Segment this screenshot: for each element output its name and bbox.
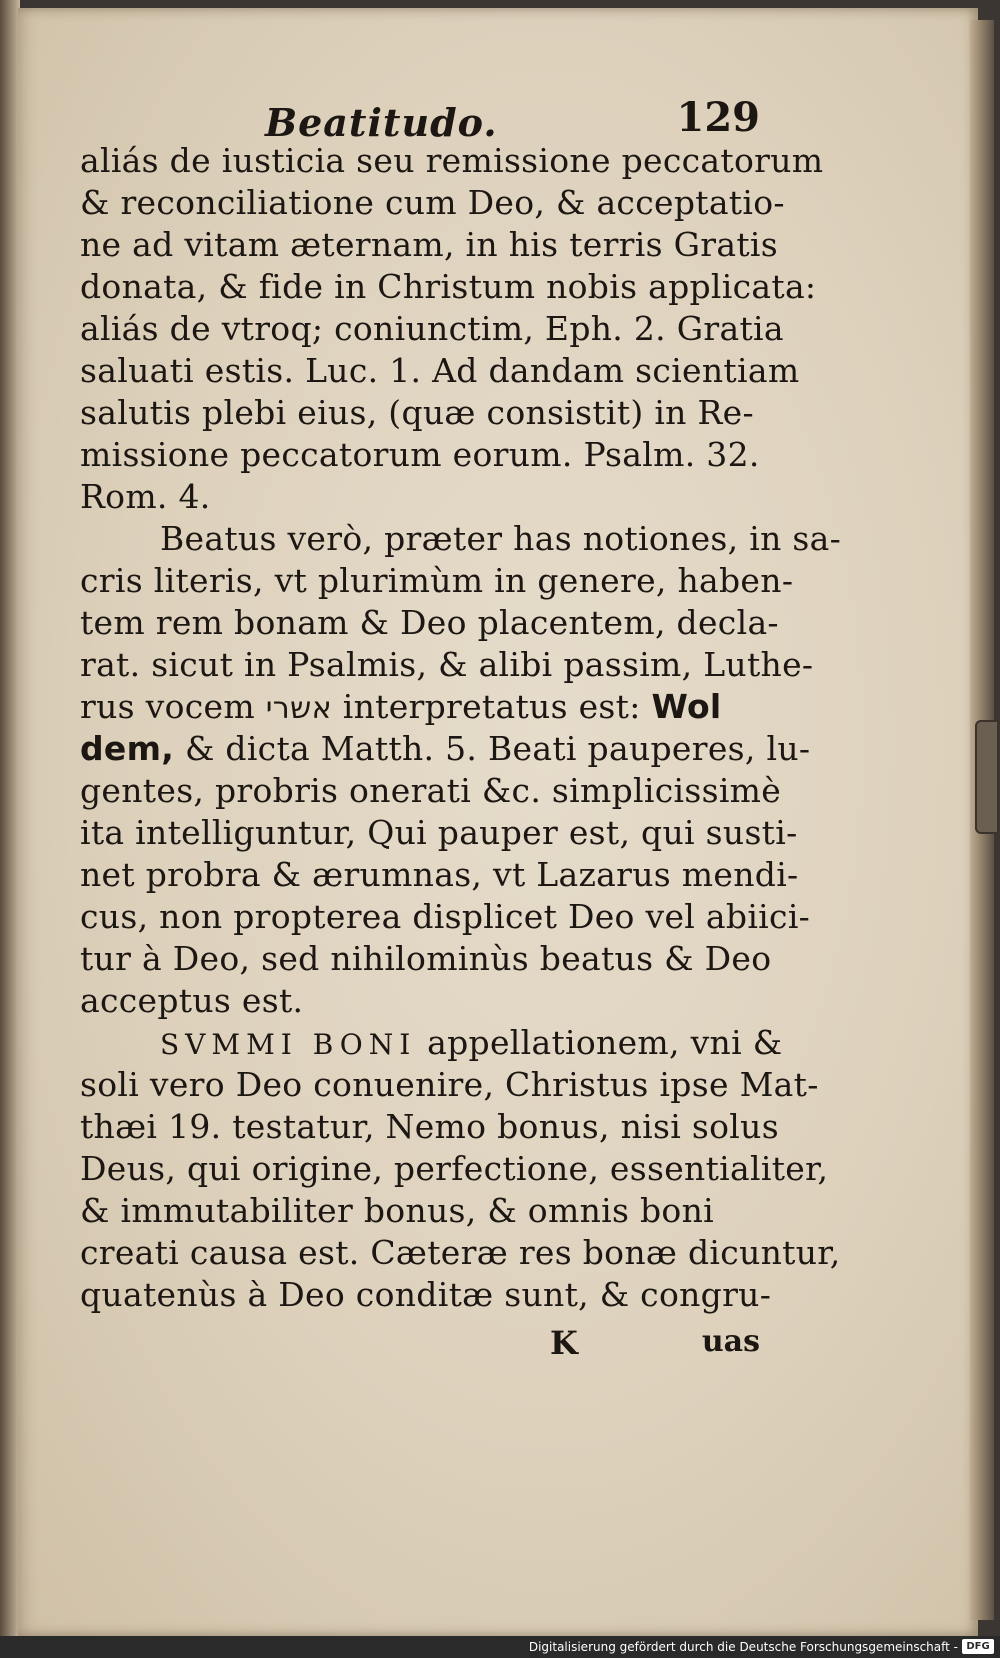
text-line: quatenùs à Deo conditæ sunt, & congru- <box>80 1275 772 1314</box>
text-span: interpretatus est: <box>342 687 641 726</box>
page-header <box>80 88 760 145</box>
text-line: tem rem bonam & Deo placentem, decla- <box>80 603 779 642</box>
text-line: ita intelliguntur, Qui pauper est, qui susti- <box>80 813 798 852</box>
page-number: 129 <box>676 94 760 141</box>
text-line: saluati estis. Luc. 1. Ad dandam scientiam <box>80 351 800 390</box>
signature-mark: K <box>550 1324 578 1362</box>
small-caps-heading: SVMMI BONI <box>160 1028 417 1061</box>
text-line: soli vero Deo conuenire, Christus ipse Mat- <box>80 1065 819 1104</box>
text-line: creati causa est. Cæteræ res bonæ dicuntur, <box>80 1233 841 1272</box>
text-span: appellationem, vni & <box>427 1023 783 1062</box>
paragraph-2 <box>80 518 842 1022</box>
text-line: cus, non propterea displicet Deo vel abiici- <box>80 897 811 936</box>
text-line <box>80 728 811 770</box>
paragraph-1 <box>80 140 824 518</box>
german-word: dem, <box>80 729 175 768</box>
text-line: cris literis, vt plurimùm in genere, haben- <box>80 561 794 600</box>
text-line: salutis plebi eius, (quæ consistit) in Re- <box>80 393 754 432</box>
text-line: thæi 19. testatur, Nemo bonus, nisi solus <box>80 1107 779 1146</box>
text-line: & immutabiliter bonus, & omnis boni <box>80 1191 715 1230</box>
text-line: acceptus est. <box>80 981 304 1020</box>
text-line <box>80 686 750 728</box>
left-page-edge <box>0 0 20 1640</box>
bookmark-tab <box>975 720 999 834</box>
catchword: uas <box>701 1324 760 1359</box>
text-line: gentes, probris onerati &c. simplicissimè <box>80 771 782 810</box>
text-span: rus vocem <box>80 687 255 726</box>
footer-credit: Digitalisierung gefördert durch die Deutsche Forschungsgemeinschaft - <box>528 1640 958 1654</box>
text-line: & reconciliatione cum Deo, & acceptatio- <box>80 183 785 222</box>
text-line: donata, & fide in Christum nobis applicata: <box>80 267 817 306</box>
text-line: net probra & ærumnas, vt Lazarus mendi- <box>80 855 799 894</box>
page-text <box>80 88 842 1366</box>
digitization-footer <box>0 1636 1000 1658</box>
text-line: Deus, qui origine, perfectione, essentialiter, <box>80 1149 829 1188</box>
page-footer-marks <box>80 1316 760 1366</box>
german-word: Wol <box>651 687 722 726</box>
text-span: & dicta Matth. 5. Beati pauperes, lu- <box>184 729 811 768</box>
text-line: Rom. 4. <box>80 477 211 516</box>
text-line: Beatus verò, præter has notiones, in sa- <box>160 519 842 558</box>
text-line: aliás de iusticia seu remissione peccatorum <box>80 141 824 180</box>
text-line: aliás de vtroq; coniunctim, Eph. 2. Gratia <box>80 309 784 348</box>
hebrew-word: אשרי <box>265 691 332 726</box>
dfg-logo-icon[interactable]: DFG <box>962 1639 994 1654</box>
paragraph-3 <box>80 1022 841 1316</box>
text-line <box>80 1022 783 1064</box>
running-head: Beatitudo. <box>265 100 498 145</box>
text-line: tur à Deo, sed nihilominùs beatus & Deo <box>80 939 772 978</box>
text-line: ne ad vitam æternam, in his terris Gratis <box>80 225 778 264</box>
text-line: rat. sicut in Psalmis, & alibi passim, Luthe- <box>80 645 814 684</box>
text-line: missione peccatorum eorum. Psalm. 32. <box>80 435 760 474</box>
